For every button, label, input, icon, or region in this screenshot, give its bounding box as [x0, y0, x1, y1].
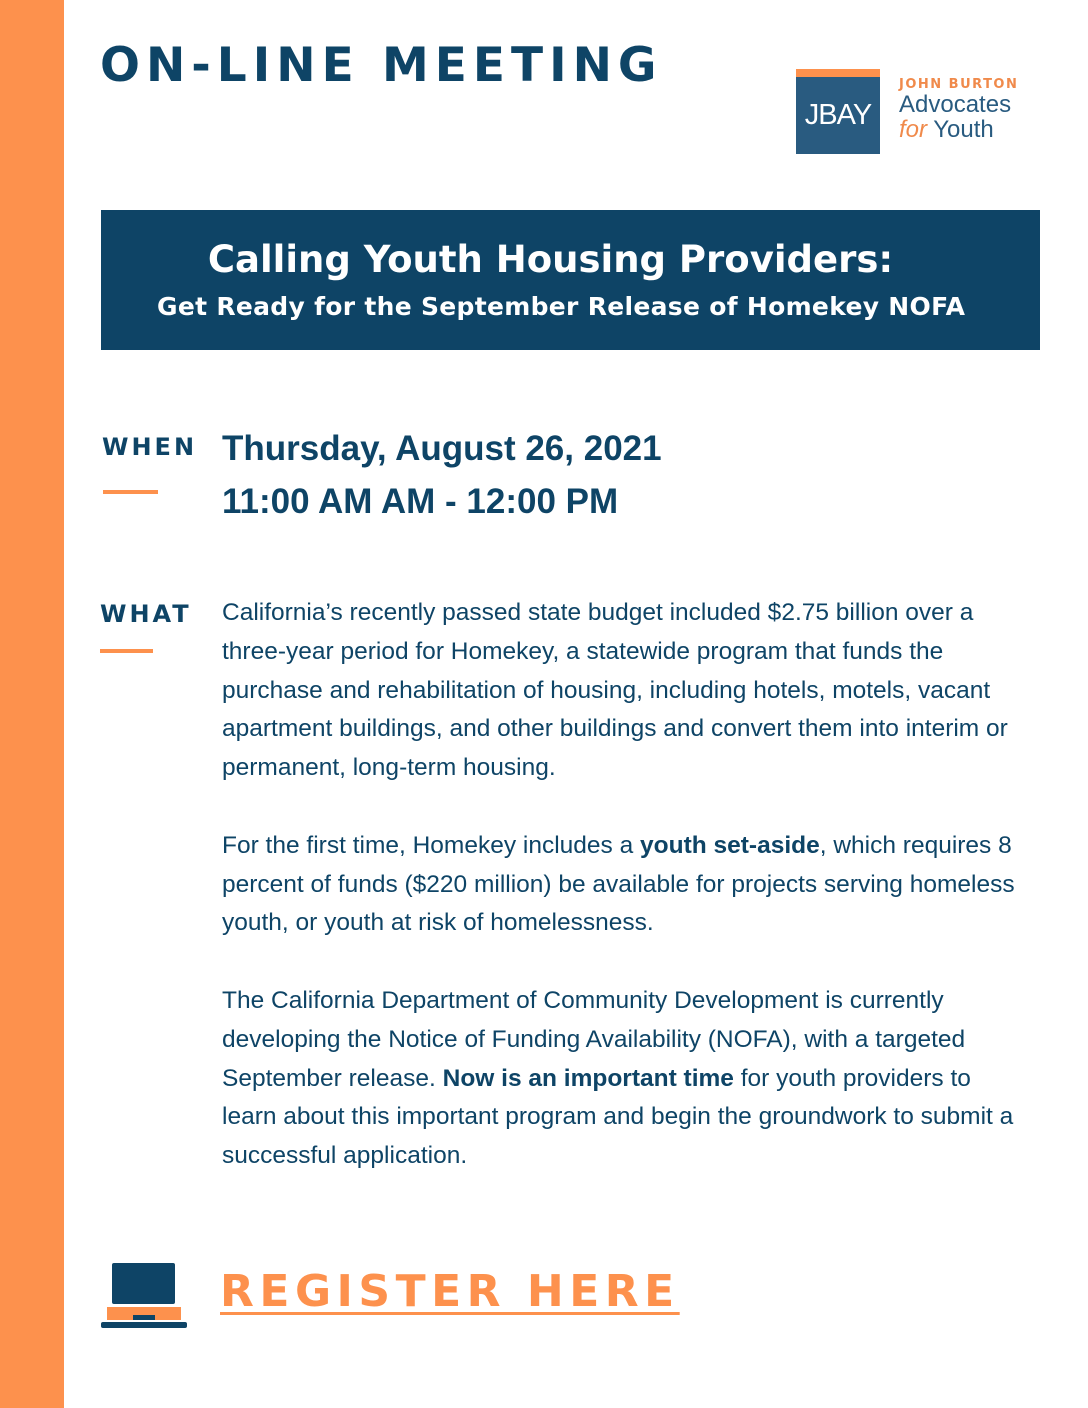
when-divider: [103, 490, 158, 494]
banner-subtitle: Get Ready for the September Release of Homekey NOFA: [157, 292, 966, 321]
logo-line-advocates: Advocates: [899, 91, 1012, 118]
logo-line-youth: [899, 117, 1040, 142]
p2-text-end: , which requires 8 percent of funds ($220 million) be available for projects serving homeless youth, or youth at risk of homelessness.: [222, 831, 1015, 937]
logo-wordmark: [899, 77, 1040, 142]
when-details: [222, 422, 662, 528]
youth-set-aside-emphasis: youth set-aside: [640, 831, 820, 859]
meeting-time: 11:00 AM AM - 12:00 PM: [222, 482, 619, 521]
register-here-link[interactable]: REGISTER HERE: [220, 1266, 680, 1317]
side-accent-bar: [0, 0, 64, 1408]
banner-title: Calling Youth Housing Providers:: [207, 238, 894, 281]
p2-text-start: For the first time, Homekey includes a: [222, 831, 641, 859]
when-label: WHEN: [102, 433, 198, 461]
what-description: [222, 594, 1032, 1215]
page-title: ON-LINE MEETING: [100, 38, 663, 93]
jbay-logo: [796, 69, 1040, 166]
meeting-date: Thursday, August 26, 2021: [222, 429, 662, 468]
p3-text-start: The California Department of Community Development is currently developing the Notice of Funding Availability (NOFA), with a targeted September release.: [222, 986, 966, 1092]
logo-kicker: JOHN BURTON: [899, 77, 1019, 92]
logo-stripe: [796, 69, 880, 77]
logo-mark: [796, 69, 880, 154]
paragraph-set-aside: [222, 827, 1032, 943]
logo-for: for: [899, 116, 928, 143]
important-time-emphasis: Now is an important time: [442, 1064, 734, 1092]
paragraph-nofa: [222, 982, 1032, 1176]
paragraph-budget: California’s recently passed state budget included $2.75 billion over a three-year period for Homekey, a statewide program that funds the purchase and rehabilitation of housing, including hotels, motels, vacant apartment buildings, and other buildings and convert them into interim or permanent, long-term housing.: [222, 599, 1008, 782]
logo-youth: Youth: [933, 116, 994, 143]
what-divider: [100, 649, 153, 653]
p3-text-end: for youth providers to learn about this important program and begin the groundwork to submit a successful application.: [222, 1064, 1014, 1170]
logo-mark-text: JBAY: [796, 77, 880, 154]
what-label: WHAT: [100, 600, 192, 628]
headline-banner: [101, 210, 1040, 350]
laptop-icon: [101, 1262, 187, 1330]
